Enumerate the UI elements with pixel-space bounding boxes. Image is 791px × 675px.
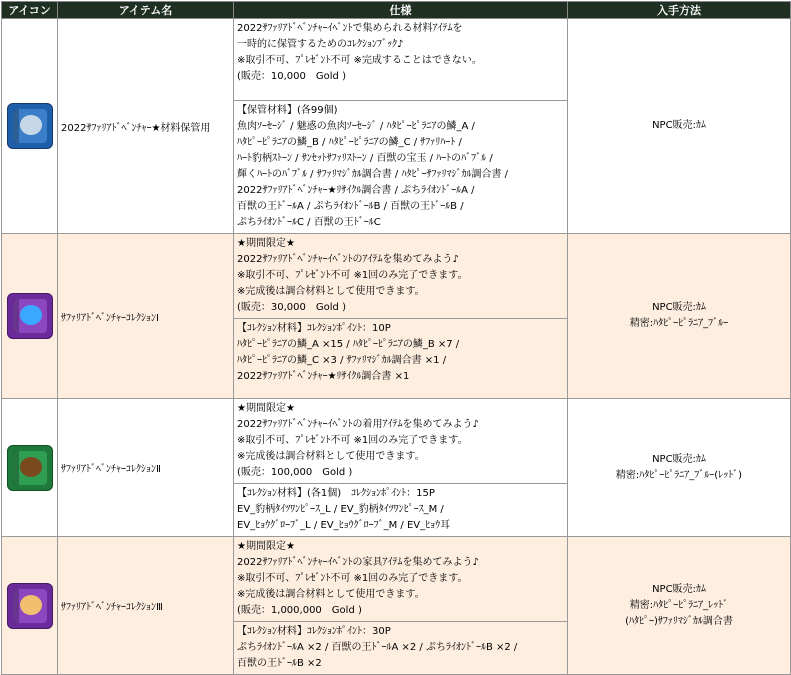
item-name: ｻﾌｧﾘｱﾄﾞﾍﾞﾝﾁｬｰｺﾚｸｼｮﾝⅡ [58,399,234,537]
spec-line: ※取引不可、ﾌﾟﾚｾﾞﾝﾄ不可 ※1回のみ完了できます。 [237,573,468,584]
acquire-line: 精密:ﾊﾀﾋﾟｰﾋﾟﾗﾆｱ_ﾌﾞﾙｰ(ﾚｯﾄﾞ) [615,469,743,481]
spec-line: ※取引不可、ﾌﾟﾚｾﾞﾝﾄ不可 ※完成することはできない。 [237,55,482,66]
header-item-name: アイテム名 [58,2,234,19]
item-spec-description [234,234,568,319]
material-line: 魚肉ｿｰｾｰｼﾞ / 魅惑の魚肉ｿｰｾｰｼﾞ / ﾊﾀﾋﾟｰﾋﾟﾗﾆｱの鱗_A / [237,121,475,132]
material-line: 【ｺﾚｸｼｮﾝ材料】ｺﾚｸｼｮﾝﾎﾟｲﾝﾄ：10P [237,323,391,334]
header-acquire: 入手方法 [568,2,791,19]
acquire-line: NPC販売:ｶﾑ [652,302,706,313]
spec-line: 一時的に保管するためのｺﾚｸｼｮﾝﾌﾞｯｸ♪ [237,39,404,50]
material-line: 百獣の王ﾄﾞｰﾙB ×2 [237,658,322,669]
spec-line: 2022ｻﾌｧﾘｱﾄﾞﾍﾞﾝﾁｬｰｲﾍﾞﾝﾄのｱｲﾃﾑを集めてみよう♪ [237,254,459,265]
item-table [1,1,791,675]
table-row [2,19,791,101]
purple-lion-collection-book-icon [7,583,53,629]
spec-line: 2022ｻﾌｧﾘｱﾄﾞﾍﾞﾝﾁｬｰｲﾍﾞﾝﾄの着用ｱｲﾃﾑを集めてみよう♪ [237,419,479,430]
spec-line: 2022ｻﾌｧﾘｱﾄﾞﾍﾞﾝﾁｬｰｲﾍﾞﾝﾄで集められる材料ｱｲﾃﾑを [237,23,463,34]
item-name: ｻﾌｧﾘｱﾄﾞﾍﾞﾝﾁｬｰｺﾚｸｼｮﾝⅠ [58,234,234,399]
item-spec-materials [234,622,568,675]
item-acquire-method [568,399,791,537]
spec-line: ★期間限定★ [237,541,295,552]
item-spec-materials [234,484,568,537]
material-line: 2022ｻﾌｧﾘｱﾄﾞﾍﾞﾝﾁｬｰ★ﾘｻｲｸﾙ調合書 ×1 [237,371,410,382]
material-line: 【ｺﾚｸｼｮﾝ材料】(各1個) ｺﾚｸｼｮﾝﾎﾟｲﾝﾄ：15P [237,488,435,499]
item-acquire-method [568,19,791,234]
item-icon-cell [2,537,58,675]
spec-line: (販売：10,000 Gold ) [237,71,346,82]
purple-collection-book-icon [7,293,53,339]
material-line: ﾊﾀﾋﾟｰﾋﾟﾗﾆｱの鱗_B / ﾊﾀﾋﾟｰﾋﾟﾗﾆｱの鱗_C / ｻﾌｧﾘﾊｰﾄ / [237,137,462,148]
material-line: ﾊｰﾄ豹柄ｽﾄｰﾝ / ｻﾝｾｯﾄｻﾌｧﾘｽﾄｰﾝ / 百獣の宝玉 / ﾊｰﾄのﾊﾞﾌﾞﾙ / [237,153,493,164]
item-icon-cell [2,234,58,399]
material-line: EV_豹柄ﾀｲﾂﾜﾝﾋﾟｰｽ_L / EV_豹柄ﾀｲﾂﾜﾝﾋﾟｰｽ_M / [237,504,444,515]
material-line: ﾊﾀﾋﾟｰﾋﾟﾗﾆｱの鱗_C ×3 / ｻﾌｧﾘﾏｼﾞｶﾙ調合書 ×1 / [237,355,447,366]
acquire-line: NPC販売:ｶﾑ [652,120,706,131]
item-icon-cell [2,19,58,234]
material-line: 【保管材料】(各99個) [237,105,338,116]
material-line: 百獣の王ﾄﾞｰﾙA / ぷちﾗｲｵﾝﾄﾞｰﾙB / 百獣の王ﾄﾞｰﾙB / [237,201,464,212]
acquire-line: 精密:ﾊﾀﾋﾟｰﾋﾟﾗﾆｱ_ﾚｯﾄﾞ [629,599,729,611]
item-acquire-method [568,234,791,399]
spec-line: ※完成後は調合材料として使用できます。 [237,451,425,462]
spec-line: 2022ｻﾌｧﾘｱﾄﾞﾍﾞﾝﾁｬｰｲﾍﾞﾝﾄの家具ｱｲﾃﾑを集めてみよう♪ [237,557,479,568]
item-name: ｻﾌｧﾘｱﾄﾞﾍﾞﾝﾁｬｰｺﾚｸｼｮﾝⅢ [58,537,234,675]
green-collection-book-icon [7,445,53,491]
material-line: EV_ﾋｮｳｸﾞﾛｰﾌﾞ_L / EV_ﾋｮｳｸﾞﾛｰﾌﾞ_M / EV_ﾋｮｳ耳 [237,520,451,531]
material-line: 【ｺﾚｸｼｮﾝ材料】ｺﾚｸｼｮﾝﾎﾟｲﾝﾄ：30P [237,626,391,637]
header-icon: アイコン [2,2,58,19]
item-spec-description [234,399,568,484]
item-icon-cell [2,399,58,537]
spec-line: ★期間限定★ [237,238,295,249]
table-body [2,19,791,675]
acquire-line: NPC販売:ｶﾑ [652,453,706,465]
spec-line: ※完成後は調合材料として使用できます。 [237,286,425,297]
spec-line: (販売：30,000 Gold ) [237,302,346,313]
material-line: ﾊﾀﾋﾟｰﾋﾟﾗﾆｱの鱗_A ×15 / ﾊﾀﾋﾟｰﾋﾟﾗﾆｱの鱗_B ×7 / [237,339,460,350]
item-spec-description [234,537,568,622]
item-acquire-method [568,537,791,675]
table-row [2,537,791,622]
spec-line: (販売：1,000,000 Gold ) [237,605,362,616]
item-spec-materials [234,101,568,234]
material-line: ぷちﾗｲｵﾝﾄﾞｰﾙC / 百獣の王ﾄﾞｰﾙC [237,217,381,228]
acquire-line: NPC販売:ｶﾑ [652,583,706,595]
material-line: 2022ｻﾌｧﾘｱﾄﾞﾍﾞﾝﾁｬｰ★ﾘｻｲｸﾙ調合書 / ぷちﾗｲｵﾝﾄﾞｰﾙA / [237,185,475,196]
table-row [2,399,791,484]
acquire-line: (ﾊﾀﾋﾟｰ)ｻﾌｧﾘﾏｼﾞｶﾙ調合書 [625,615,733,627]
item-spec-description [234,19,568,101]
item-name: 2022ｻﾌｧﾘｱﾄﾞﾍﾞﾝﾁｬｰ★材料保管用 [58,19,234,234]
material-line: ぷちﾗｲｵﾝﾄﾞｰﾙA ×2 / 百獣の王ﾄﾞｰﾙA ×2 / ぷちﾗｲｵﾝﾄﾞｰﾙB ×2 / [237,642,518,653]
spec-line: (販売：100,000 Gold ) [237,467,353,478]
table-header-row [2,2,791,19]
acquire-line: 精密:ﾊﾀﾋﾟｰﾋﾟﾗﾆｱ_ﾌﾞﾙｰ [629,318,729,329]
blue-collection-book-icon [7,103,53,149]
spec-line: ※取引不可、ﾌﾟﾚｾﾞﾝﾄ不可 ※1回のみ完了できます。 [237,435,468,446]
item-spec-materials [234,319,568,399]
spec-line: ※完成後は調合材料として使用できます。 [237,589,425,600]
table-row [2,234,791,319]
spec-line: ★期間限定★ [237,403,295,414]
spec-line: ※取引不可、ﾌﾟﾚｾﾞﾝﾄ不可 ※1回のみ完了できます。 [237,270,468,281]
material-line: 輝くﾊｰﾄのﾊﾞﾌﾞﾙ / ｻﾌｧﾘﾏｼﾞｶﾙ調合書 / ﾊﾀﾋﾟｰｻﾌｧﾘﾏｼﾞｶﾙ調合書 / [237,169,509,180]
header-spec: 仕様 [234,2,568,19]
